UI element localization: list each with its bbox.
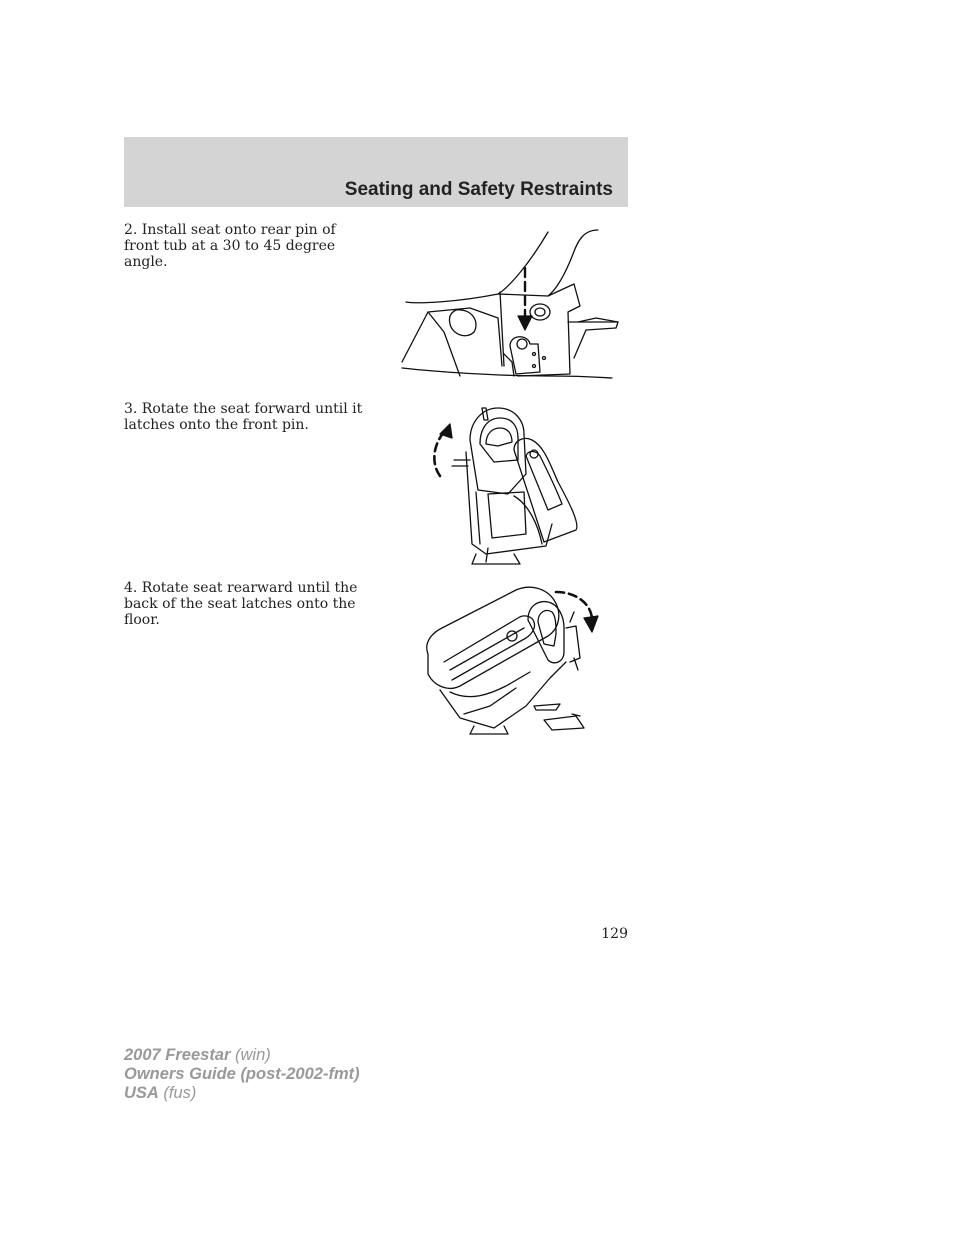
step-2-text: 2. Install seat onto rear pin of front tub at a 30 to 45 degree angle. [124,222,336,270]
footer-model-code: (win) [230,1046,271,1064]
seat-rotate-forward-illustration [428,404,588,568]
footer-line-1 [124,1046,360,1065]
footer-market-code: (fus) [158,1084,197,1102]
seat-rotate-rearward-illustration [420,582,600,742]
document-footer [124,1046,360,1103]
footer-market: USA [124,1084,159,1102]
footer-line-3 [124,1084,360,1103]
page-number: 129 [601,926,628,942]
step-4-text: 4. Rotate seat rearward until the back of the seat latches onto the floor. [124,580,358,628]
footer-line-2 [124,1065,360,1084]
footer-guide: Owners Guide (post-2002-fmt) [124,1065,360,1083]
section-header [124,137,628,207]
seat-rear-pin-illustration [398,226,622,382]
step-3-text: 3. Rotate the seat forward until it latches onto the front pin. [124,401,363,433]
section-title: Seating and Safety Restraints [344,179,613,200]
footer-model: 2007 Freestar [124,1046,231,1064]
